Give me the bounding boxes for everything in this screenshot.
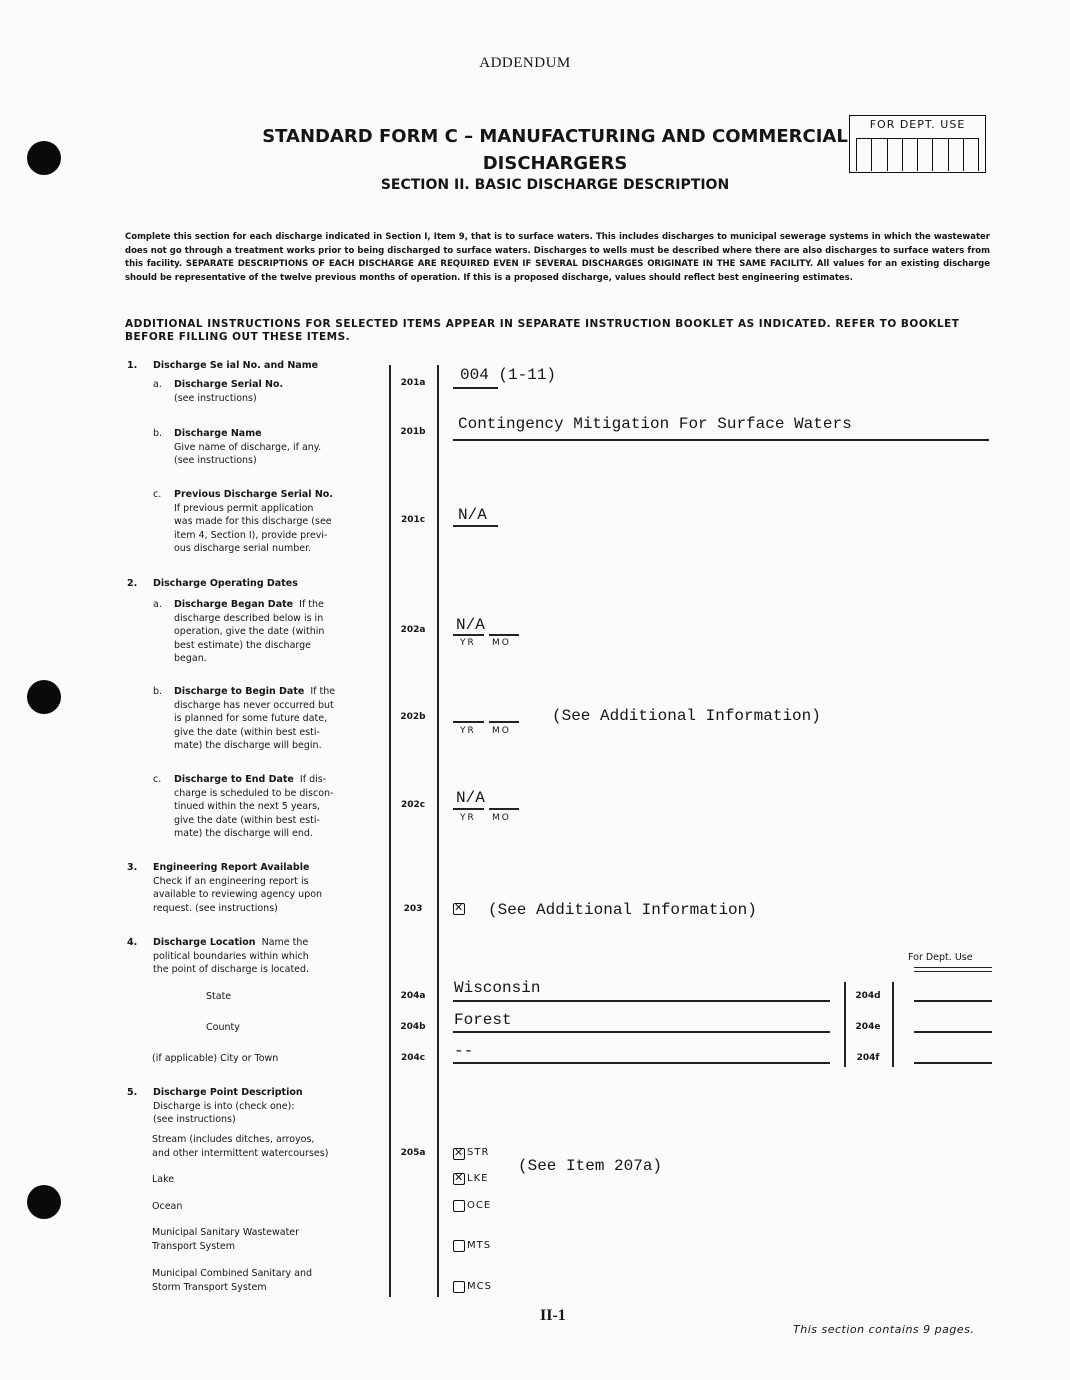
column-rule-right — [437, 365, 439, 1297]
mo-label: MO — [492, 638, 511, 648]
county-value[interactable]: Forest — [454, 1011, 512, 1029]
option-ocean-label: Ocean — [152, 1201, 183, 1212]
section-title: SECTION II. BASIC DISCHARGE DESCRIPTION — [380, 177, 730, 193]
mcs-checkbox[interactable] — [453, 1281, 465, 1293]
option-stream-label: Stream (includes ditches, arroyos, and other intermittent watercourses) — [152, 1134, 329, 1159]
mcs-abbr: MCS — [467, 1281, 492, 1292]
option-mcs-label: Municipal Combined Sanitary and Storm Transport System — [152, 1268, 313, 1293]
see-item-207a-note: (See Item 207a) — [518, 1157, 663, 1175]
addendum-label: ADDENDUM — [479, 55, 571, 71]
county-label: County — [206, 1022, 240, 1033]
item-2c-letter: c. — [153, 774, 162, 785]
code-201b: 201b — [400, 427, 426, 437]
item-2-number: 2. — [127, 578, 138, 589]
item-2b-label: Discharge to Begin Date If the discharge has never occurred but is planned for some future date, give the date (within best esti- mate) the discharge will begin. — [174, 686, 336, 752]
column-rule-left — [389, 365, 391, 1297]
ocean-abbr: OCE — [467, 1200, 492, 1211]
item-4-label: Discharge Location Name the political boundaries within which the point of discharge is located. — [153, 937, 310, 976]
punch-hole — [27, 1185, 61, 1219]
code-201a: 201a — [400, 378, 426, 388]
item-3-label: Engineering Report Available Check if an engineering report is available to reviewing agency upon request. (see instructions) — [153, 862, 323, 914]
code-204d: 204d — [855, 991, 881, 1001]
section-pages-note: This section contains 9 pages. — [793, 1323, 975, 1336]
additional-instructions: ADDITIONAL INSTRUCTIONS FOR SELECTED ITEMS APPEAR IN SEPARATE INSTRUCTION BOOKLET AS INDICATED. REFER TO BOOKLET BEFORE FILLING OUT THESE ITEMS. — [125, 318, 960, 343]
city-label: (if applicable) City or Town — [152, 1053, 279, 1064]
mts-abbr: MTS — [467, 1240, 492, 1251]
item-2c-label: Discharge to End Date If dis- charge is scheduled to be discon- tinued within the next 5 years, give the date (within best esti- mate) the discharge will end. — [174, 774, 334, 840]
item-1-number: 1. — [127, 360, 138, 371]
item-3-number: 3. — [127, 862, 138, 873]
state-label: State — [206, 991, 232, 1002]
code-205a: 205a — [400, 1148, 426, 1158]
code-202b: 202b — [400, 712, 426, 722]
item-2a-letter: a. — [153, 599, 162, 610]
engineering-report-checkbox[interactable] — [453, 903, 465, 915]
punch-hole — [27, 141, 61, 175]
code-204c: 204c — [400, 1053, 426, 1063]
item-2-title: Discharge Operating Dates — [153, 578, 298, 589]
code-202c: 202c — [400, 800, 426, 810]
page-number: II-1 — [540, 1307, 566, 1324]
item-1b-label: Discharge Name Give name of discharge, if any. (see instructions) — [174, 428, 322, 467]
item-1a-letter: a. — [153, 379, 162, 390]
item-2a-label: Discharge Began Date If the discharge described below is in operation, give the date (within best estimate) the discharge began. — [174, 599, 325, 665]
discharge-began-date-value[interactable]: N/A — [456, 616, 485, 634]
yr-label: YR — [460, 638, 476, 648]
lake-checkbox[interactable] — [453, 1173, 465, 1185]
option-mts-label: Municipal Sanitary Wastewater Transport System — [152, 1227, 300, 1252]
item-1c-label: Previous Discharge Serial No. If previous permit application was made for this discharge (see item 4, Section I), provide previ- ous discharge serial number. — [174, 489, 333, 555]
dept-use-cells — [856, 138, 979, 171]
mo-label: MO — [492, 726, 511, 736]
dept-rule-right — [892, 982, 894, 1067]
discharge-begin-date-value[interactable]: (See Additional Information) — [552, 707, 821, 725]
dept-rule-left — [844, 982, 846, 1067]
code-202a: 202a — [400, 625, 426, 635]
item-5-number: 5. — [127, 1087, 138, 1098]
dept-use-box — [849, 115, 986, 173]
lake-abbr: LKE — [467, 1173, 489, 1184]
punch-hole — [27, 680, 61, 714]
discharge-end-date-value[interactable]: N/A — [456, 789, 485, 807]
code-204e: 204e — [855, 1022, 881, 1032]
state-value[interactable]: Wisconsin — [454, 979, 541, 997]
form-title-line1: STANDARD FORM C – MANUFACTURING AND COMMERCIAL — [262, 126, 848, 147]
mo-label: MO — [492, 813, 511, 823]
code-203: 203 — [403, 904, 423, 914]
yr-label: YR — [460, 726, 476, 736]
discharge-serial-no-value[interactable]: 004 (1-11) — [460, 366, 557, 384]
instructions-paragraph: Complete this section for each discharge indicated in Section I, Item 9, that is to surface waters. This includes discharges to municipal sewerage systems in which the wastewater does not go through a treatment works prior to being discharged to surface waters. Discharges to wells must be described where there are also discharges to surface waters from this facility. SEPARATE DESCRIPTIONS OF EACH DISCHARGE ARE REQUIRED EVEN IF SEVERAL DISCHARGES ORIGINATE IN THE SAME FACILITY. All values for an existing discharge should be representative of the twelve previous months of operation. If this is a proposed discharge, values should reflect best engineering estimates. — [125, 232, 990, 283]
item-1c-letter: c. — [153, 489, 162, 500]
mts-checkbox[interactable] — [453, 1240, 465, 1252]
item-1b-letter: b. — [153, 428, 163, 439]
item-4-number: 4. — [127, 937, 138, 948]
code-201c: 201c — [400, 515, 426, 525]
ocean-checkbox[interactable] — [453, 1200, 465, 1212]
for-dept-use-label: For Dept. Use — [908, 952, 973, 963]
option-lake-label: Lake — [152, 1174, 175, 1185]
dept-use-label: FOR DEPT. USE — [869, 118, 966, 131]
code-204f: 204f — [856, 1053, 880, 1063]
form-title-line2: DISCHARGERS — [482, 153, 628, 174]
stream-checkbox[interactable] — [453, 1148, 465, 1160]
discharge-name-value[interactable]: Contingency Mitigation For Surface Waters — [458, 415, 852, 433]
previous-serial-no-value[interactable]: N/A — [458, 506, 487, 524]
yr-label: YR — [460, 813, 476, 823]
item-5-label: Discharge Point Description Discharge is into (check one): (see instructions) — [153, 1087, 303, 1126]
item-2b-letter: b. — [153, 686, 163, 697]
stream-abbr: STR — [467, 1147, 490, 1158]
item-1-title: Discharge Se ial No. and Name — [153, 360, 319, 371]
engineering-report-value: (See Additional Information) — [488, 901, 757, 919]
item-1a-label: Discharge Serial No. (see instructions) — [174, 379, 284, 404]
code-204a: 204a — [400, 991, 426, 1001]
code-204b: 204b — [400, 1022, 426, 1032]
city-value[interactable]: -- — [454, 1042, 474, 1060]
